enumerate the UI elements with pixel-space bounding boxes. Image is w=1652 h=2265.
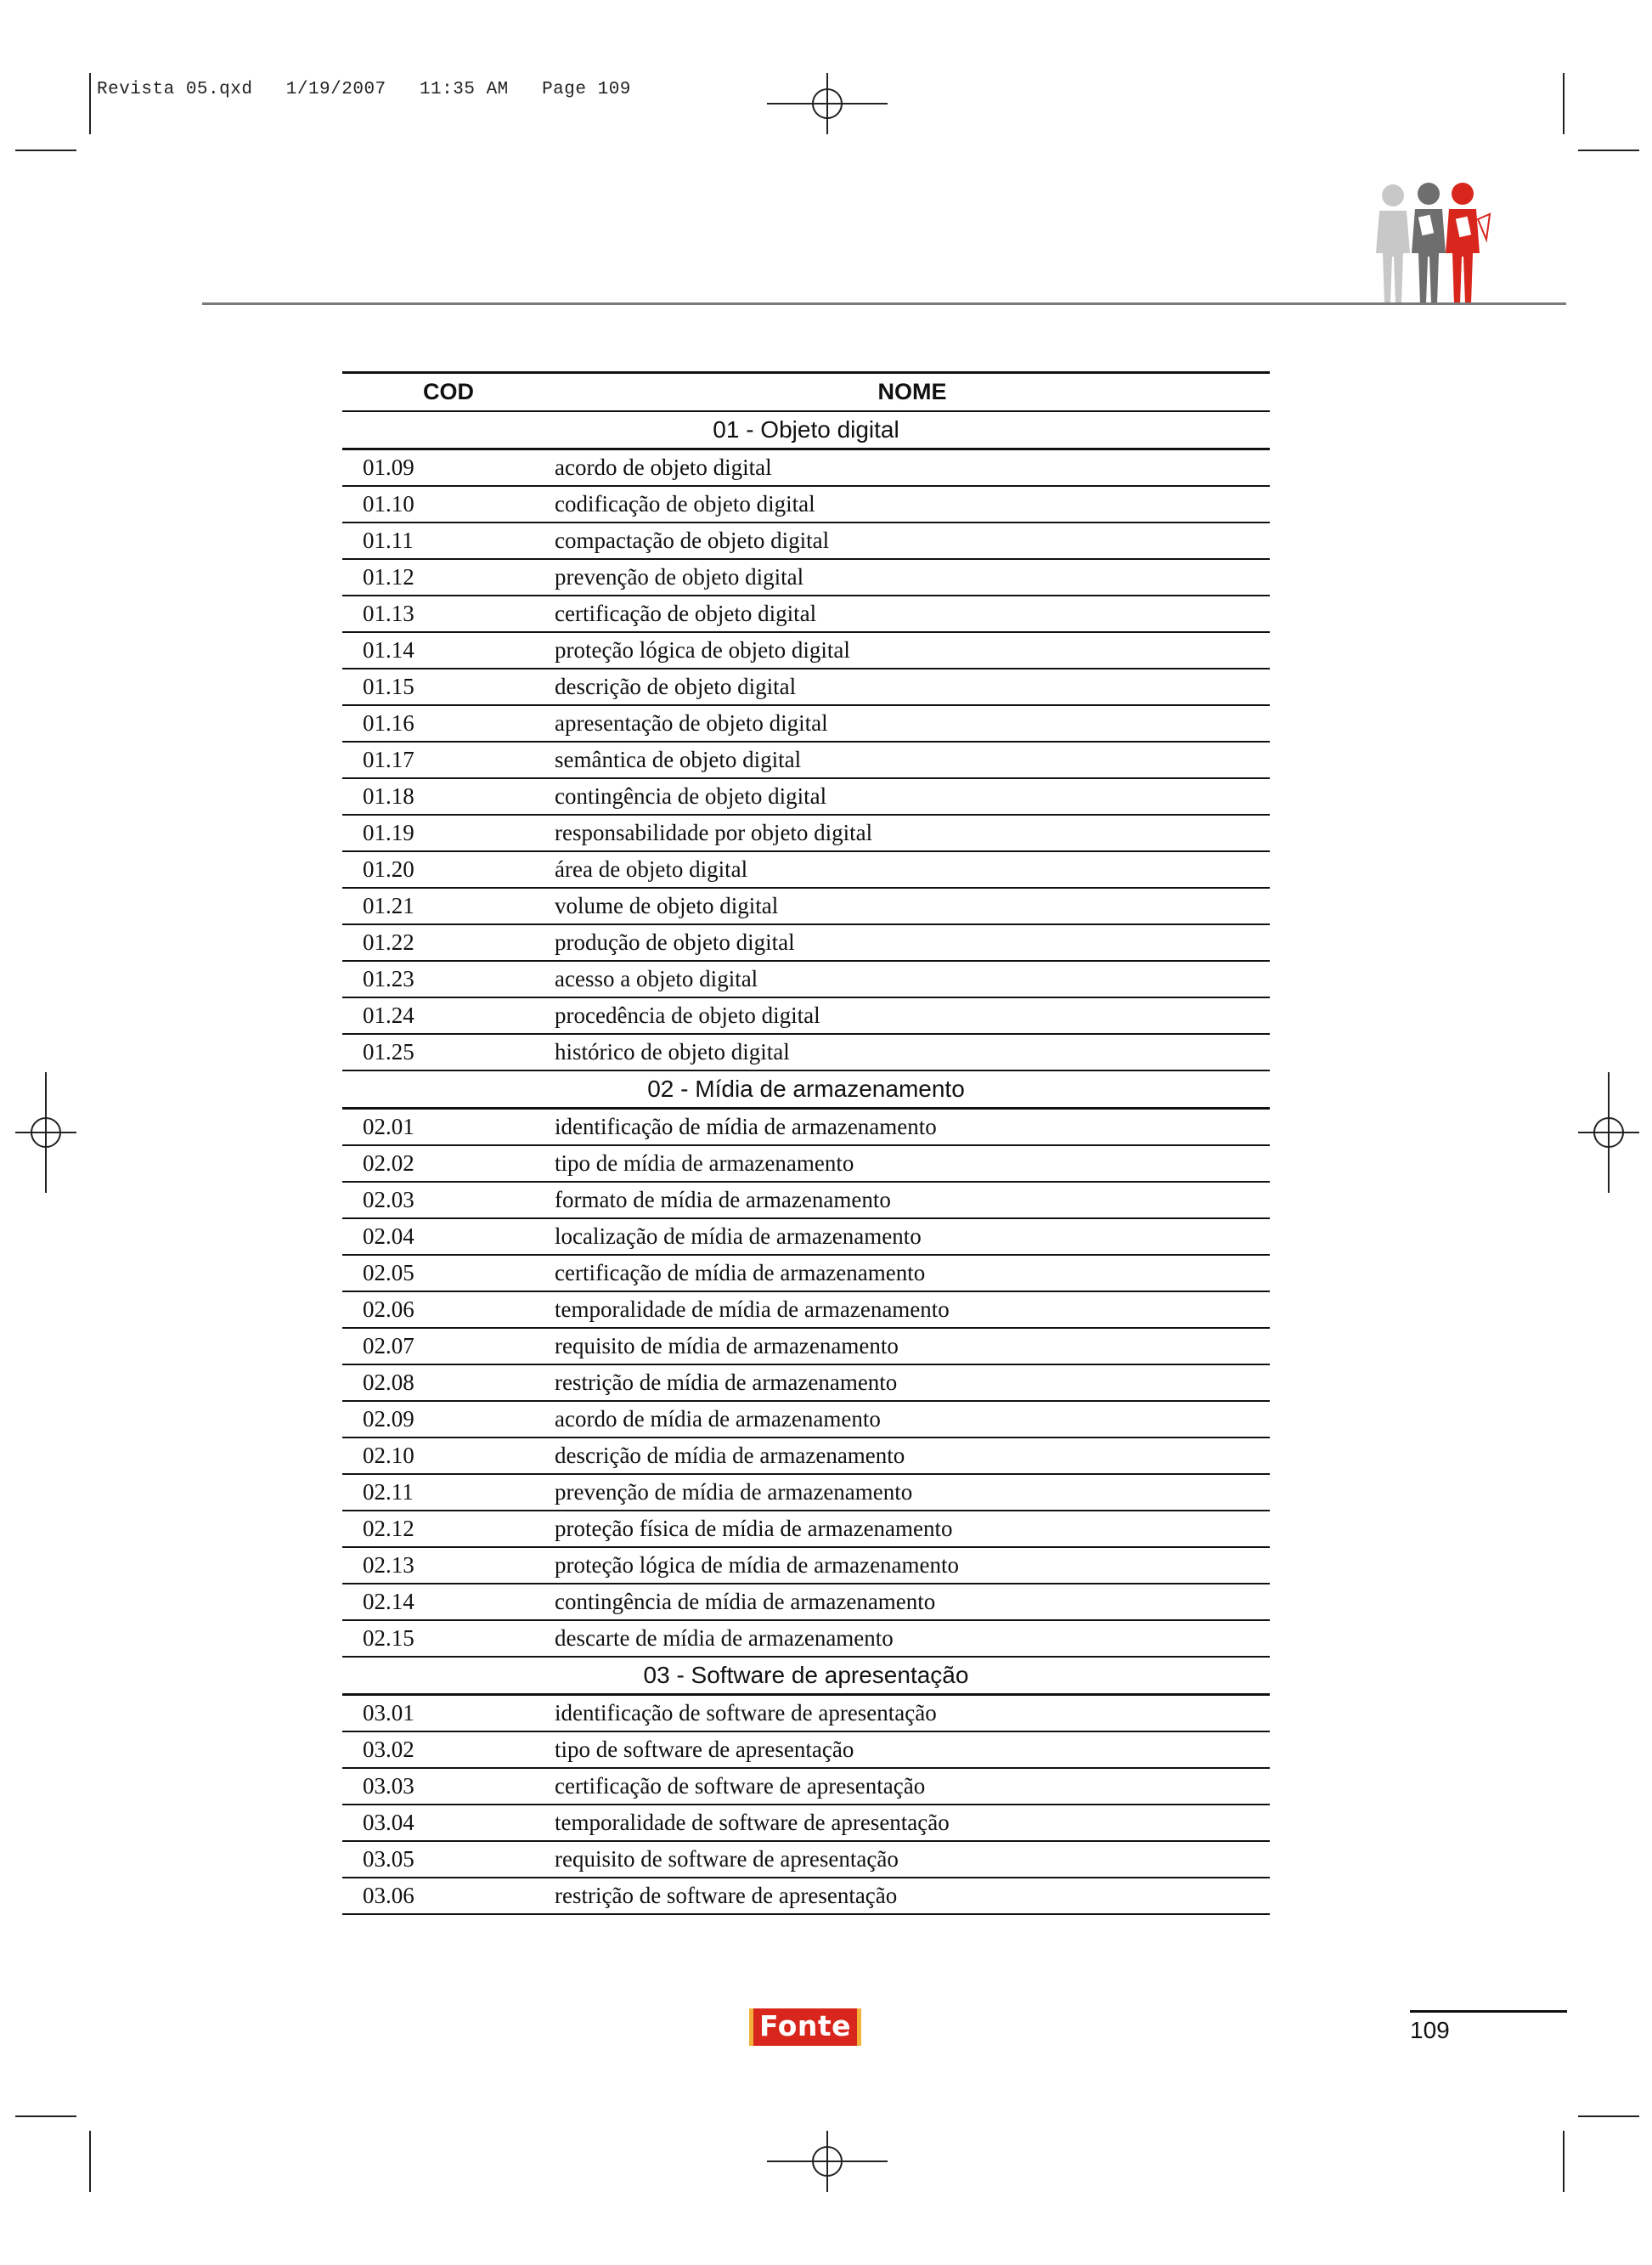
- table-row: [342, 1768, 1270, 1805]
- table-row: [342, 778, 1270, 815]
- table-row: [342, 559, 1270, 596]
- crop-mark-top-left-h: [15, 150, 76, 151]
- cell-cod: 01.17: [342, 742, 555, 778]
- table-row: [342, 1620, 1270, 1657]
- crop-mark-bottom-left-v: [89, 2131, 91, 2192]
- table-row: [342, 742, 1270, 778]
- cell-cod: 01.20: [342, 851, 555, 888]
- people-group-icon: [1369, 182, 1497, 304]
- table-row: [342, 1584, 1270, 1620]
- crop-mark-bottom-right-h: [1578, 2115, 1639, 2117]
- group-row: [342, 1070, 1270, 1109]
- cell-cod: 01.19: [342, 815, 555, 851]
- table-row: [342, 1328, 1270, 1364]
- table-row: [342, 1145, 1270, 1182]
- cell-cod: 03.04: [342, 1805, 555, 1841]
- table-row: [342, 815, 1270, 851]
- cell-nome: responsabilidade por objeto digital: [555, 815, 1270, 851]
- group-title: 02 - Mídia de armazenamento: [342, 1070, 1270, 1109]
- crop-mark-bottom-right-v: [1563, 2131, 1565, 2192]
- cell-nome: temporalidade de software de apresentação: [555, 1805, 1270, 1841]
- table-row: [342, 851, 1270, 888]
- cell-nome: prevenção de objeto digital: [555, 559, 1270, 596]
- cell-cod: 02.03: [342, 1182, 555, 1218]
- cell-nome: certificação de objeto digital: [555, 596, 1270, 632]
- cell-nome: formato de mídia de armazenamento: [555, 1182, 1270, 1218]
- cell-cod: 03.05: [342, 1841, 555, 1878]
- cell-nome: contingência de objeto digital: [555, 778, 1270, 815]
- cell-nome: volume de objeto digital: [555, 888, 1270, 924]
- table-row: [342, 596, 1270, 632]
- cell-cod: 02.14: [342, 1584, 555, 1620]
- group-title: 01 - Objeto digital: [342, 411, 1270, 449]
- table-row: [342, 1694, 1270, 1731]
- table-row: [342, 522, 1270, 559]
- cell-nome: descrição de objeto digital: [555, 669, 1270, 705]
- cell-cod: 01.12: [342, 559, 555, 596]
- table-row: [342, 669, 1270, 705]
- table-row: [342, 1401, 1270, 1438]
- cell-nome: proteção lógica de mídia de armazenamento: [555, 1547, 1270, 1584]
- cell-cod: 03.03: [342, 1768, 555, 1805]
- cell-nome: temporalidade de mídia de armazenamento: [555, 1291, 1270, 1328]
- cell-nome: certificação de mídia de armazenamento: [555, 1255, 1270, 1291]
- cell-cod: 02.11: [342, 1474, 555, 1511]
- cell-cod: 02.05: [342, 1255, 555, 1291]
- cell-nome: requisito de software de apresentação: [555, 1841, 1270, 1878]
- registration-mark-icon: [767, 2131, 888, 2192]
- cell-nome: identificação de software de apresentação: [555, 1694, 1270, 1731]
- cell-nome: descrição de mídia de armazenamento: [555, 1438, 1270, 1474]
- cell-cod: 01.16: [342, 705, 555, 742]
- table-row: [342, 1255, 1270, 1291]
- cell-cod: 01.09: [342, 449, 555, 486]
- cell-nome: contingência de mídia de armazenamento: [555, 1584, 1270, 1620]
- cell-nome: restrição de software de apresentação: [555, 1878, 1270, 1914]
- cell-cod: 02.04: [342, 1218, 555, 1255]
- table-row: [342, 924, 1270, 961]
- footer-rule: [1410, 2010, 1567, 2013]
- cell-nome: tipo de software de apresentação: [555, 1731, 1270, 1768]
- registration-mark-icon: [1578, 1072, 1639, 1193]
- cell-nome: requisito de mídia de armazenamento: [555, 1328, 1270, 1364]
- table-row: [342, 1108, 1270, 1145]
- table-row: [342, 1511, 1270, 1547]
- table-body: [342, 411, 1270, 1914]
- cell-nome: acesso a objeto digital: [555, 961, 1270, 997]
- cell-cod: 03.02: [342, 1731, 555, 1768]
- registration-mark-icon: [15, 1072, 76, 1193]
- page-number: 109: [1410, 2017, 1450, 2043]
- cell-cod: 01.10: [342, 486, 555, 522]
- cell-nome: restrição de mídia de armazenamento: [555, 1364, 1270, 1401]
- cell-cod: 02.01: [342, 1108, 555, 1145]
- cell-nome: tipo de mídia de armazenamento: [555, 1145, 1270, 1182]
- cell-nome: histórico de objeto digital: [555, 1034, 1270, 1070]
- table-row: [342, 705, 1270, 742]
- cell-cod: 02.09: [342, 1401, 555, 1438]
- table-row: [342, 1034, 1270, 1070]
- cell-cod: 01.21: [342, 888, 555, 924]
- crop-mark-bottom-left-h: [15, 2115, 76, 2117]
- cell-nome: área de objeto digital: [555, 851, 1270, 888]
- table-header-row: [342, 373, 1270, 411]
- crop-mark-top-left-v: [89, 73, 91, 134]
- table-row: [342, 997, 1270, 1034]
- cell-nome: descarte de mídia de armazenamento: [555, 1620, 1270, 1657]
- cell-cod: 03.01: [342, 1694, 555, 1731]
- cell-cod: 01.18: [342, 778, 555, 815]
- registration-mark-icon: [767, 73, 888, 134]
- table-row: [342, 961, 1270, 997]
- print-slug: Revista 05.qxd 1/19/2007 11:35 AM Page 109: [97, 80, 631, 99]
- table-row: [342, 1841, 1270, 1878]
- table-row: [342, 1547, 1270, 1584]
- table-row: [342, 1364, 1270, 1401]
- table-row: [342, 449, 1270, 486]
- cell-cod: 02.07: [342, 1328, 555, 1364]
- cell-nome: apresentação de objeto digital: [555, 705, 1270, 742]
- cell-cod: 01.23: [342, 961, 555, 997]
- cell-nome: localização de mídia de armazenamento: [555, 1218, 1270, 1255]
- cell-nome: certificação de software de apresentação: [555, 1768, 1270, 1805]
- table-row: [342, 1182, 1270, 1218]
- cell-nome: acordo de objeto digital: [555, 449, 1270, 486]
- cell-cod: 01.25: [342, 1034, 555, 1070]
- table-row: [342, 1805, 1270, 1841]
- cell-cod: 01.24: [342, 997, 555, 1034]
- cell-cod: 02.10: [342, 1438, 555, 1474]
- cell-cod: 01.15: [342, 669, 555, 705]
- cell-cod: 01.13: [342, 596, 555, 632]
- cell-cod: 01.22: [342, 924, 555, 961]
- table-row: [342, 1731, 1270, 1768]
- cell-nome: procedência de objeto digital: [555, 997, 1270, 1034]
- cell-cod: 02.02: [342, 1145, 555, 1182]
- crop-mark-top-right-v: [1563, 73, 1565, 134]
- cell-cod: 01.11: [342, 522, 555, 559]
- cell-nome: proteção lógica de objeto digital: [555, 632, 1270, 669]
- table-row: [342, 632, 1270, 669]
- table-row: [342, 1438, 1270, 1474]
- header-nome: NOME: [555, 373, 1270, 411]
- cell-nome: acordo de mídia de armazenamento: [555, 1401, 1270, 1438]
- table-row: [342, 486, 1270, 522]
- fonte-logo: Fonte: [749, 2008, 861, 2046]
- cell-cod: 03.06: [342, 1878, 555, 1914]
- table-row: [342, 888, 1270, 924]
- header-cod: COD: [342, 373, 555, 411]
- crop-mark-top-right-h: [1578, 150, 1639, 151]
- cell-cod: 02.12: [342, 1511, 555, 1547]
- cell-nome: prevenção de mídia de armazenamento: [555, 1474, 1270, 1511]
- cell-nome: compactação de objeto digital: [555, 522, 1270, 559]
- codes-table: [342, 371, 1270, 1915]
- cell-cod: 02.06: [342, 1291, 555, 1328]
- group-row: [342, 1657, 1270, 1695]
- cell-nome: produção de objeto digital: [555, 924, 1270, 961]
- table-row: [342, 1474, 1270, 1511]
- cell-nome: identificação de mídia de armazenamento: [555, 1108, 1270, 1145]
- cell-nome: proteção física de mídia de armazenamento: [555, 1511, 1270, 1547]
- group-row: [342, 411, 1270, 449]
- table-row: [342, 1291, 1270, 1328]
- cell-cod: 02.13: [342, 1547, 555, 1584]
- table-row: [342, 1218, 1270, 1255]
- cell-cod: 02.08: [342, 1364, 555, 1401]
- cell-cod: 02.15: [342, 1620, 555, 1657]
- group-title: 03 - Software de apresentação: [342, 1657, 1270, 1695]
- header-rule: [202, 302, 1566, 305]
- cell-nome: codificação de objeto digital: [555, 486, 1270, 522]
- cell-nome: semântica de objeto digital: [555, 742, 1270, 778]
- cell-cod: 01.14: [342, 632, 555, 669]
- table-row: [342, 1878, 1270, 1914]
